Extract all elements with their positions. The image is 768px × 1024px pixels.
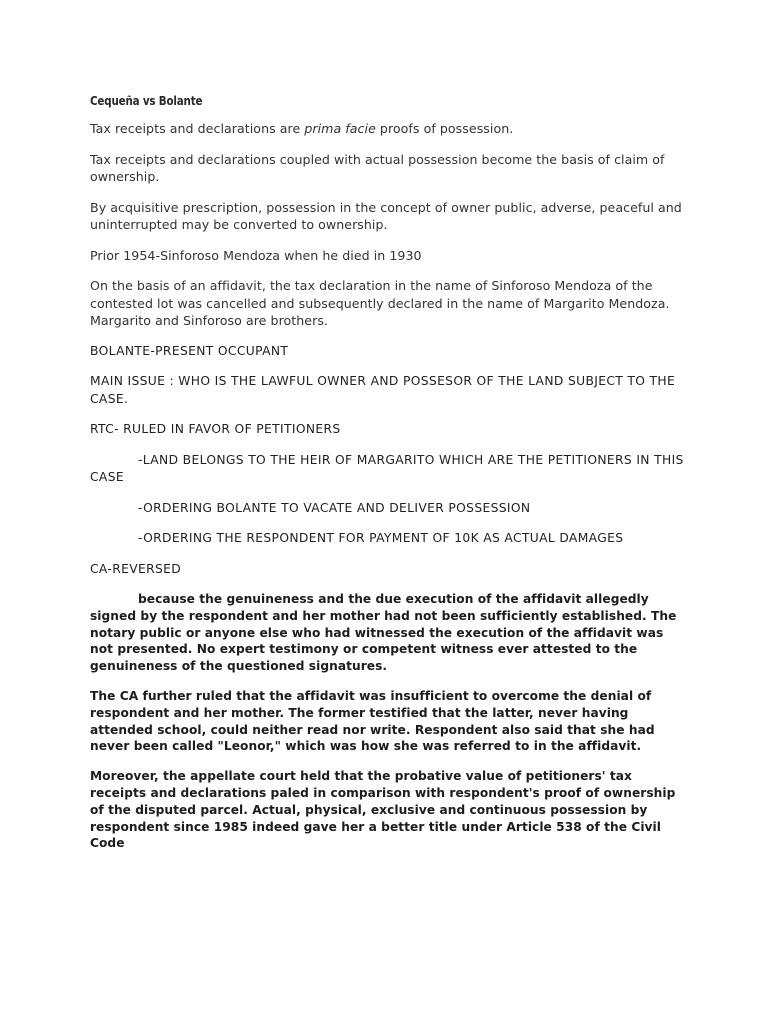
paragraph-rtc-damages: -ORDERING THE RESPONDENT FOR PAYMENT OF 10K AS ACTUAL DAMAGES [138, 531, 624, 545]
document-title: Cequeña vs Bolante [90, 94, 203, 108]
paragraph-present-occupant: BOLANTE-PRESENT OCCUPANT [90, 343, 289, 358]
prima-facie-term: prima facie [304, 121, 376, 136]
paragraph-affidavit-basis: On the basis of an affidavit, the tax declaration in the name of Sinforoso Mendoza of the contested lot was cancelled and subsequently declared in the name of Margarito Mendoza. Margarito and Sinforoso are brothers. [90, 278, 670, 328]
paragraph-main-issue: MAIN ISSUE : WHO IS THE LAWFUL OWNER AND POSSESOR OF THE LAND SUBJECT TO THE CASE. [90, 374, 676, 406]
paragraph-rtc-land-belongs: -LAND BELONGS TO THE HEIR OF MARGARITO WHICH ARE THE PETITIONERS IN THIS CASE [90, 452, 684, 484]
paragraph-rtc-vacate: -ORDERING BOLANTE TO VACATE AND DELIVER POSSESSION [138, 500, 531, 515]
paragraph-acquisitive-prescription: By acquisitive prescription, possession in the concept of owner public, adverse, peaceful and uninterrupted may be converted to ownership. [90, 199, 682, 232]
paragraph-prima-facie [90, 120, 688, 138]
paragraph-prior-1954: Prior 1954-Sinforoso Mendoza when he died in 1930 [90, 247, 422, 263]
paragraph-prima-facie-end: proofs of possession. [375, 121, 514, 136]
paragraph-ca-probative-value: Moreover, the appellate court held that the probative value of petitioners' tax receipts and declarations paled in comparison with respondent's proof of ownership of the disputed parcel. Actual, physical, exclusive and continuous possession by respondent since 1985 indeed gave her a better title under Article 538 of the Civil Code [90, 769, 676, 851]
paragraph-ca-reversed: CA-REVERSED [90, 561, 182, 576]
paragraph-ca-affidavit: The CA further ruled that the affidavit was insufficient to overcome the denial of respondent and her mother. The former testified that the latter, never having attended school, could neither read nor write. Respondent also said that she had never been called "Leonor," which was how she was referred to in the affidavit. [90, 688, 655, 754]
paragraph-claim-of-ownership: Tax receipts and declarations coupled with actual possession become the basis of claim of ownership. [90, 151, 665, 184]
paragraph-ca-reason: because the genuineness and the due execution of the affidavit allegedly signed by the respondent and her mother had not been sufficiently established. The notary public or anyone else who had witnessed the execution of the affidavit was not presented. No expert testimony or competent witness ever attested to the genuineness of the questioned signatures. [90, 592, 677, 674]
paragraph-prima-facie-start: Tax receipts and declarations are [90, 121, 305, 136]
paragraph-rtc-ruling: RTC- RULED IN FAVOR OF PETITIONERS [90, 422, 341, 436]
